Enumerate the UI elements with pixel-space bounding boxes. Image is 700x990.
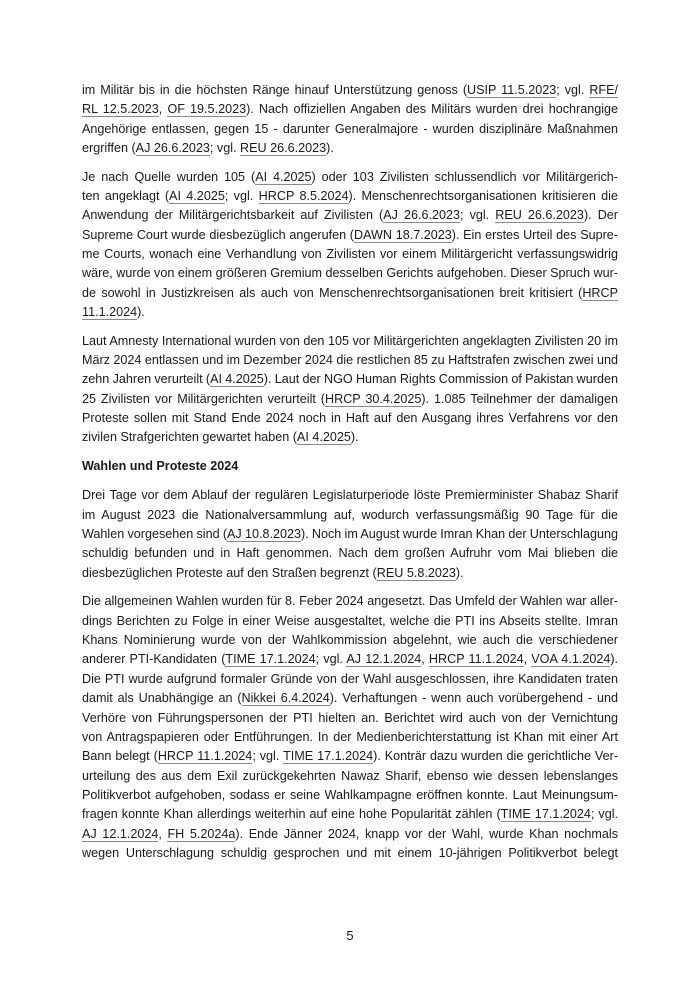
text-segment: Anwendung der Militärgerichtsbarkeit auf Zivilisten ( xyxy=(82,208,384,223)
source-citation-link[interactable]: AJ 10.8.2023 xyxy=(227,527,301,542)
text-line xyxy=(82,825,618,844)
text-segment: März 2024 entlassen und im Dezember 2024 die restlichen 85 zu Haftstrafen zwischen zwei und xyxy=(82,353,618,368)
text-segment: anderer PTI-Kandidaten ( xyxy=(82,652,226,667)
text-line xyxy=(82,139,618,158)
text-segment: ). xyxy=(326,141,334,156)
text-line-content xyxy=(82,411,618,425)
text-line xyxy=(82,544,618,563)
text-line-content xyxy=(82,247,618,261)
text-segment: Die PTI wurde aufgrund formaler Gründe von der Wahl ausgeschlossen, ihre Kandidaten traten xyxy=(82,671,618,686)
text-line xyxy=(82,728,618,747)
source-citation-link[interactable]: HRCP 30.4.2025 xyxy=(325,391,422,406)
text-line xyxy=(82,303,618,322)
text-line xyxy=(82,226,618,245)
text-segment: im August 2023 die Nationalversammlung auf, wodurch verfassungsmäßig 90 Tage für die xyxy=(82,507,618,522)
text-line xyxy=(82,786,618,805)
text-line-content xyxy=(82,566,464,581)
page-number: 5 xyxy=(346,928,354,943)
text-line xyxy=(82,612,618,631)
text-segment: ). Ende Jänner 2024, knapp vor der Wahl, wurde Khan nochmals xyxy=(235,826,619,841)
text-line xyxy=(82,670,618,689)
text-segment: ). Verhaftungen - wenn auch vorübergehend - und xyxy=(329,691,618,706)
text-segment: im Militär bis in die höchsten Ränge hinauf Unterstützung genoss ( xyxy=(82,83,468,97)
text-segment: Proteste sollen mit Stand Ende 2024 noch in Haft auf den Ausgang ihres Verfahrens vor den xyxy=(82,411,618,426)
source-citation-link[interactable]: REU 26.6.2023 xyxy=(240,141,327,156)
text-segment: ; vgl. xyxy=(252,749,284,764)
text-segment: Bann belegt ( xyxy=(82,749,158,764)
source-citation-link[interactable]: AJ 12.1.2024 xyxy=(82,826,159,841)
text-line-content xyxy=(82,769,618,783)
text-line xyxy=(82,284,618,303)
text-line xyxy=(82,689,618,708)
text-line xyxy=(82,650,618,669)
text-line-content xyxy=(82,730,618,744)
text-segment: me Courts, wonach eine Verhandlung von Zivilisten vor einem Militärgericht verfassungswidrig xyxy=(82,247,618,262)
text-segment: ). Ein erstes Urteil des Supre- xyxy=(451,227,618,242)
text-segment: Khans Nominierung wurde von der Wahlkommission abgelehnt, wie auch die verschiedener xyxy=(82,633,618,648)
text-line xyxy=(82,525,618,544)
text-line-content xyxy=(82,614,618,628)
text-segment: Drei Tage vor dem Ablauf der regulären Legislaturperiode löste Premierminister Shabaz Sharif xyxy=(82,488,618,503)
text-line-content xyxy=(82,749,618,764)
text-line-content xyxy=(82,527,618,542)
text-line xyxy=(82,805,618,824)
text-line xyxy=(82,351,618,370)
text-line xyxy=(82,245,618,264)
text-segment: de sowohl in Justizkreisen als auch von Menschenrechtsorganisationen breit kritisiert ( xyxy=(82,285,583,300)
section-heading: Wahlen und Proteste 2024 xyxy=(82,459,239,474)
text-line-content xyxy=(82,788,618,802)
text-segment: diesbezüglichen Proteste auf den Straßen begrenzt ( xyxy=(82,565,377,580)
text-segment: schuldig befunden und in Haft genommen. Nach dem großen Aufruhr vom Mai blieben die xyxy=(82,546,618,561)
text-line xyxy=(82,168,618,187)
source-citation-link[interactable]: AI 4.2025 xyxy=(296,430,351,445)
source-citation-link[interactable]: AJ 12.1.2024 xyxy=(346,652,422,667)
text-line xyxy=(82,332,618,351)
text-segment: ten angeklagt ( xyxy=(82,189,170,204)
text-segment: ; vgl. xyxy=(224,189,259,204)
source-citation-link[interactable]: AJ 26.6.2023 xyxy=(135,141,210,156)
text-line xyxy=(82,370,618,389)
text-line xyxy=(82,81,618,100)
text-segment: ). xyxy=(455,565,464,580)
text-line-content xyxy=(82,652,618,667)
text-segment: ; vgl. xyxy=(590,807,618,822)
text-segment: ). Noch im August wurde Imran Khan der Unterschlagung xyxy=(300,527,618,542)
text-line xyxy=(82,264,618,283)
text-segment: Verhöre von Führungspersonen der PTI hielten an. Berichtet wird auch von der Vernichtung xyxy=(82,710,618,725)
text-line xyxy=(82,100,618,119)
text-line-content xyxy=(82,334,618,348)
paragraph xyxy=(82,592,618,863)
text-segment: damit als Unabhängige an ( xyxy=(82,691,242,706)
text-segment: ). Der xyxy=(583,208,618,223)
source-citation-link[interactable]: VOA 4.1.2024 xyxy=(531,652,611,667)
text-line xyxy=(82,206,618,225)
source-citation-link[interactable]: AJ 26.6.2023 xyxy=(383,208,461,223)
text-segment: ). Konträr dazu wurden die gerichtliche Ver- xyxy=(373,749,619,764)
text-segment: ; vgl. xyxy=(556,83,590,97)
text-segment: Laut Amnesty International wurden von den 105 vor Militärgerichten angeklagten Zivilisten 20 im xyxy=(82,333,618,348)
source-citation-link[interactable]: REU 5.8.2023 xyxy=(376,565,456,580)
source-citation-link[interactable]: TIME 17.1.2024 xyxy=(283,749,374,764)
source-citation-link[interactable]: AI 4.2025 xyxy=(255,169,312,184)
source-citation-link[interactable]: HRCP 8.5.2024 xyxy=(258,189,349,204)
text-line-content xyxy=(82,170,618,185)
text-segment: ). Laut der NGO Human Rights Commission of Pakistan wurden xyxy=(263,372,618,387)
text-line xyxy=(82,428,618,447)
text-segment: ). xyxy=(610,652,619,667)
text-segment: Angehörige entlassen, gegen 15 - darunter Generalmajore - wurden disziplinäre Maßnahmen xyxy=(82,121,618,136)
paragraph xyxy=(82,332,618,448)
text-line xyxy=(82,187,618,206)
source-citation-link[interactable]: TIME 17.1.2024 xyxy=(225,652,316,667)
source-citation-link[interactable]: TIME 17.1.2024 xyxy=(500,807,591,822)
text-line-content xyxy=(82,305,145,320)
source-citation-link[interactable]: 11.1.2024 xyxy=(82,305,138,320)
text-segment: Wahlen vorgesehen sind ( xyxy=(82,527,228,542)
text-line-content xyxy=(82,633,618,647)
text-segment: ). Nach offiziellen Angaben des Militärs wurden drei hochrangige xyxy=(246,102,619,117)
text-segment: ergriffen ( xyxy=(82,141,136,156)
text-segment: wegen Unterschlagung schuldig gesprochen und mit einem 10-jährigen Politikverbot belegt xyxy=(82,845,618,860)
source-citation-link[interactable]: RL 12.5.2023 xyxy=(82,102,159,117)
text-line-content xyxy=(82,208,618,223)
text-segment: zivilen Strafgerichten gewartet haben ( xyxy=(82,430,297,445)
text-line-content xyxy=(82,286,618,301)
text-line xyxy=(82,767,618,786)
text-line-content xyxy=(82,508,618,522)
text-segment: ). xyxy=(137,305,145,320)
text-line-content xyxy=(82,594,618,608)
text-segment: Politikverbot aufgehoben, sodass er seine Wahlkampagne eröffnen konnte. Laut Meinungsum- xyxy=(82,787,618,802)
text-line-content xyxy=(82,228,618,243)
text-segment: zehn Jahren verurteilt ( xyxy=(82,372,211,387)
text-line xyxy=(82,506,618,525)
text-line xyxy=(82,709,618,728)
source-citation-link[interactable]: AI 4.2025 xyxy=(210,372,264,387)
text-line xyxy=(82,486,618,505)
text-line-content xyxy=(82,122,618,136)
text-line-content xyxy=(82,488,618,502)
source-citation-link[interactable]: FH 5.2024a xyxy=(167,826,236,841)
source-citation-link[interactable]: AI 4.2025 xyxy=(169,189,225,204)
text-segment: 25 Zivilisten vor Militärgerichten verurteilt ( xyxy=(82,391,325,406)
text-segment: urteilung des aus dem Exil zurückgekehrten Nawaz Sharif, ebenso wie dessen lebenslanges xyxy=(82,768,618,783)
text-segment: Je nach Quelle wurden 105 ( xyxy=(82,169,256,184)
text-line-content xyxy=(82,546,618,560)
text-segment: wäre, wurde von einem größeren Gremium desselben Gerichts aufgehoben. Dieser Spruch wur- xyxy=(82,266,618,281)
text-line-content xyxy=(82,83,618,98)
text-line-content xyxy=(82,827,618,842)
text-line xyxy=(82,120,618,139)
text-segment: Supreme Court wurde diesbezüglich angerufen ( xyxy=(82,227,354,242)
source-citation-link[interactable]: HRCP xyxy=(582,285,618,300)
text-segment: von Antragspapieren oder Entführungen. In der Medienberichterstattung ist Khan mit einer Art xyxy=(82,729,618,744)
source-citation-link[interactable]: RFE/ xyxy=(589,83,618,97)
text-line-content xyxy=(82,711,618,725)
text-line-content xyxy=(82,266,618,280)
text-line-content xyxy=(82,392,618,407)
document-body xyxy=(82,81,618,873)
text-line xyxy=(82,564,618,583)
source-citation-link[interactable]: HRCP 11.1.2024 xyxy=(428,652,524,667)
text-line-content xyxy=(82,691,618,706)
text-segment: ; vgl. xyxy=(209,141,241,156)
text-segment: , xyxy=(523,652,532,667)
text-segment: dings Berichten zu Folge in einer Weise ausgestaltet, welche die PTI ins Abseits stellte. Imran xyxy=(82,613,618,628)
text-line xyxy=(82,409,618,428)
paragraph xyxy=(82,486,618,583)
source-citation-link[interactable]: USIP 11.5.2023 xyxy=(467,83,557,97)
paragraph xyxy=(82,168,618,323)
source-citation-link[interactable]: REU 26.6.2023 xyxy=(495,208,584,223)
text-line-content xyxy=(82,141,334,156)
text-line-content xyxy=(82,807,618,822)
text-line-content xyxy=(82,102,618,117)
source-citation-link[interactable]: Nikkei 6.4.2024 xyxy=(241,691,330,706)
text-segment: ; vgl. xyxy=(315,652,347,667)
text-line-content xyxy=(82,846,618,860)
text-line xyxy=(82,844,618,863)
text-line xyxy=(82,631,618,650)
text-line xyxy=(82,747,618,766)
paragraph xyxy=(82,81,618,158)
source-citation-link[interactable]: DAWN 18.7.2023 xyxy=(354,227,452,242)
text-segment: fragen konnte Khan allerdings weiterhin auf eine hohe Popularität zählen ( xyxy=(82,807,501,822)
text-line-content xyxy=(82,189,618,204)
text-line-content xyxy=(82,672,618,686)
text-line-content xyxy=(82,353,618,367)
text-segment: , xyxy=(421,652,429,667)
text-segment: ). 1.085 Teilnehmer der damaligen xyxy=(421,391,619,406)
text-segment: ) oder 103 Zivilisten schlussendlich vor Militärgerich- xyxy=(311,169,618,184)
text-segment: ). xyxy=(350,430,359,445)
text-segment: , xyxy=(158,826,168,841)
text-segment: , xyxy=(158,102,168,117)
source-citation-link[interactable]: HRCP 11.1.2024 xyxy=(157,749,253,764)
text-segment: ; vgl. xyxy=(460,208,496,223)
text-line xyxy=(82,390,618,409)
text-line-content xyxy=(82,430,359,445)
text-line-content xyxy=(82,372,618,387)
text-segment: Die allgemeinen Wahlen wurden für 8. Feber 2024 angesetzt. Das Umfeld der Wahlen war aller- xyxy=(82,594,618,609)
source-citation-link[interactable]: OF 19.5.2023 xyxy=(167,102,247,117)
text-segment: ). Menschenrechtsorganisationen kritisieren die xyxy=(348,189,618,204)
text-line xyxy=(82,592,618,611)
